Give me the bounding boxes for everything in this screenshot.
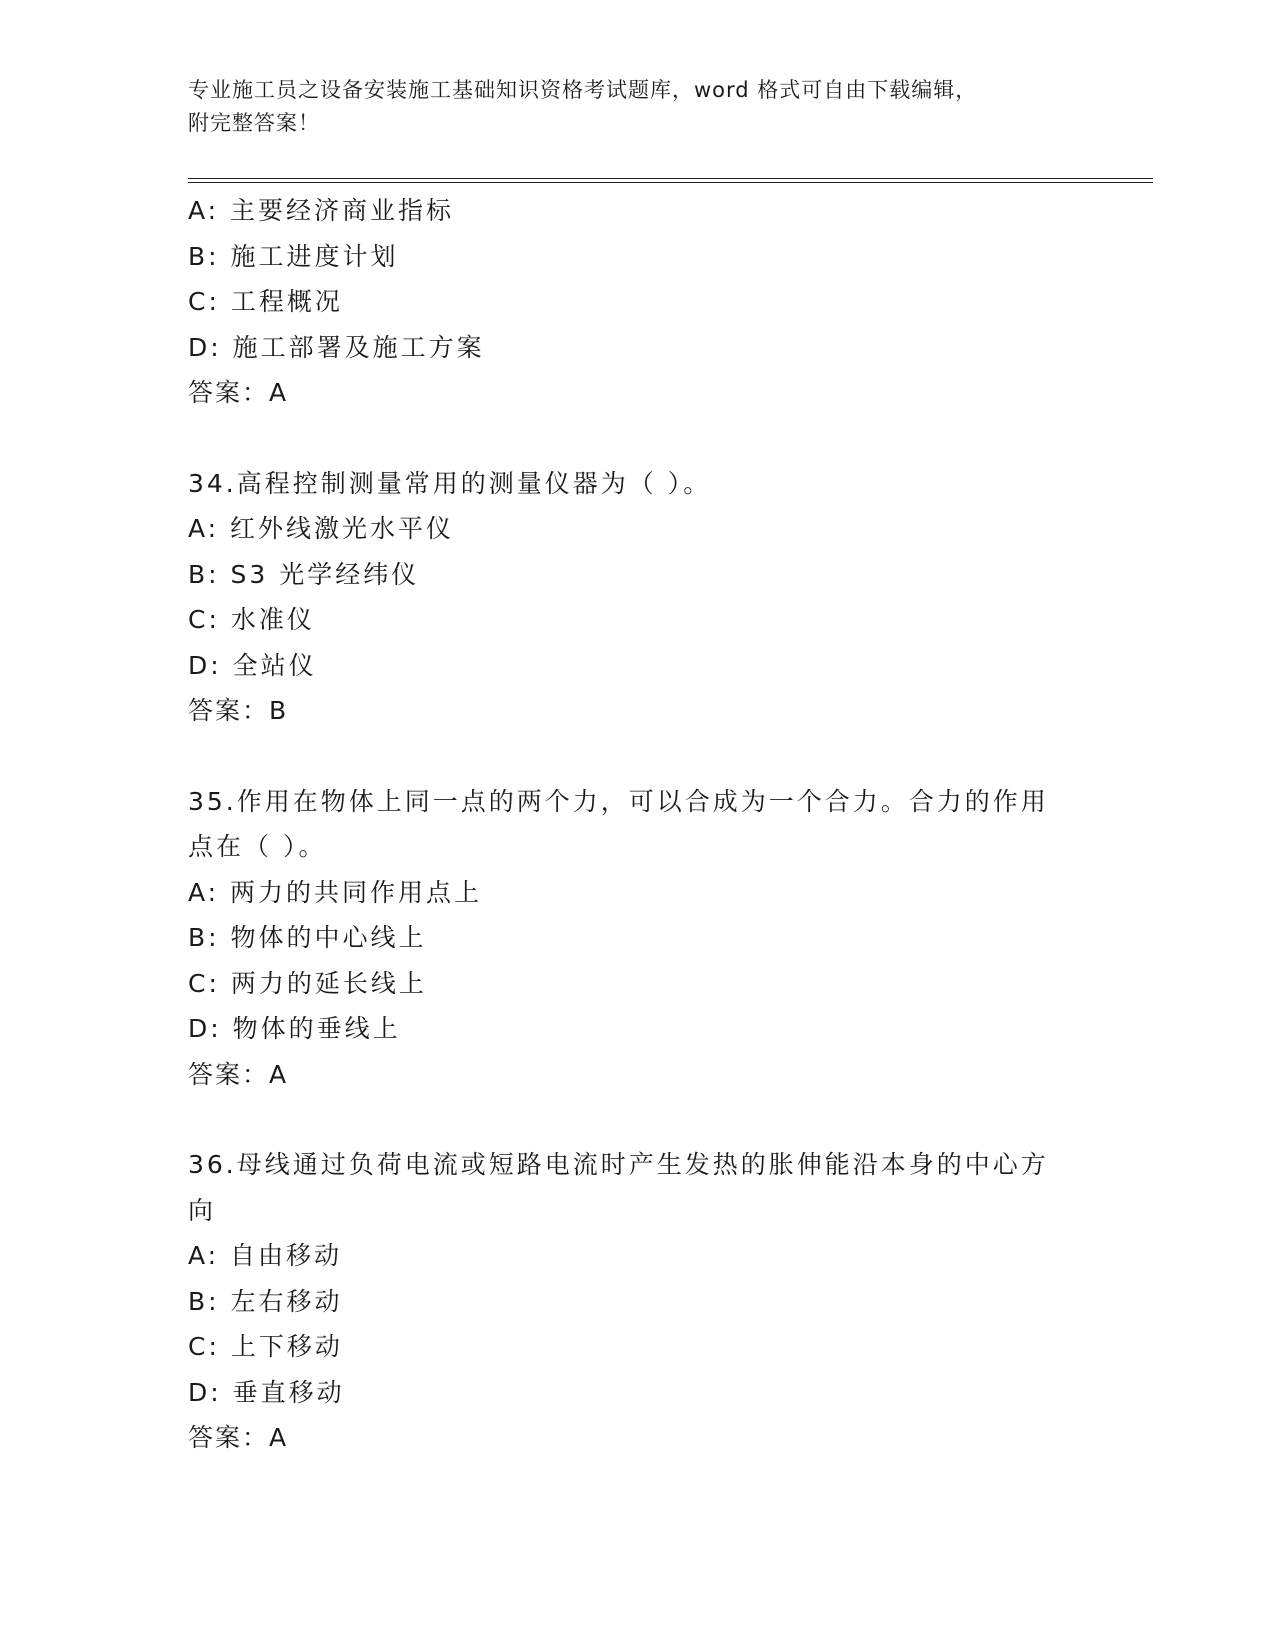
question-35-text-line-1: 35.作用在物体上同一点的两个力，可以合成为一个合力。合力的作用 (188, 786, 1049, 816)
option-d: D: 垂直移动 (188, 1377, 345, 1407)
question-35-block (188, 779, 1148, 1098)
header-line-1: 专业施工员之设备安装施工基础知识资格考试题库，word 格式可自由下载编辑， (188, 78, 978, 102)
spacer (188, 416, 1148, 461)
option-c: C: 工程概况 (188, 287, 343, 316)
spacer (188, 1097, 1148, 1142)
option-a: A: 两力的共同作用点上 (188, 877, 483, 907)
answer-36: 答案：A (188, 1423, 289, 1452)
answer-33: 答案：A (188, 378, 289, 407)
option-d: D: 物体的垂线上 (188, 1014, 401, 1043)
header-divider (188, 178, 1153, 183)
option-a: A: 主要经济商业指标 (188, 196, 455, 225)
question-list (188, 188, 1148, 1461)
option-b: B: S3 光学经纬仪 (188, 559, 420, 589)
question-36-block (188, 1142, 1148, 1461)
answer-34: 答案：B (188, 696, 289, 725)
question-36-text-line-2: 向 (188, 1195, 217, 1225)
document-header (188, 74, 1068, 140)
spacer (188, 734, 1148, 779)
option-a: A: 红外线激光水平仪 (188, 514, 455, 543)
option-b: B: 物体的中心线上 (188, 923, 427, 952)
option-a: A: 自由移动 (188, 1241, 343, 1270)
question-35-text-line-2: 点在（ ）。 (188, 832, 327, 861)
option-c: C: 上下移动 (188, 1332, 343, 1361)
answer-35: 答案：A (188, 1059, 289, 1089)
question-34-text: 34.高程控制测量常用的测量仪器为（ ）。 (188, 468, 712, 498)
option-b: B: 施工进度计划 (188, 241, 399, 271)
option-d: D: 全站仪 (188, 650, 317, 680)
question-34-block (188, 461, 1148, 734)
option-d: D: 施工部署及施工方案 (188, 332, 485, 362)
question-36-text-line-1: 36.母线通过负荷电流或短路电流时产生发热的胀伸能沿本身的中心方 (188, 1150, 1049, 1179)
header-line-2: 附完整答案！ (188, 111, 320, 135)
option-c: C: 水准仪 (188, 605, 315, 634)
question-33-block (188, 188, 1148, 416)
option-c: C: 两力的延长线上 (188, 968, 427, 998)
option-b: B: 左右移动 (188, 1286, 343, 1316)
